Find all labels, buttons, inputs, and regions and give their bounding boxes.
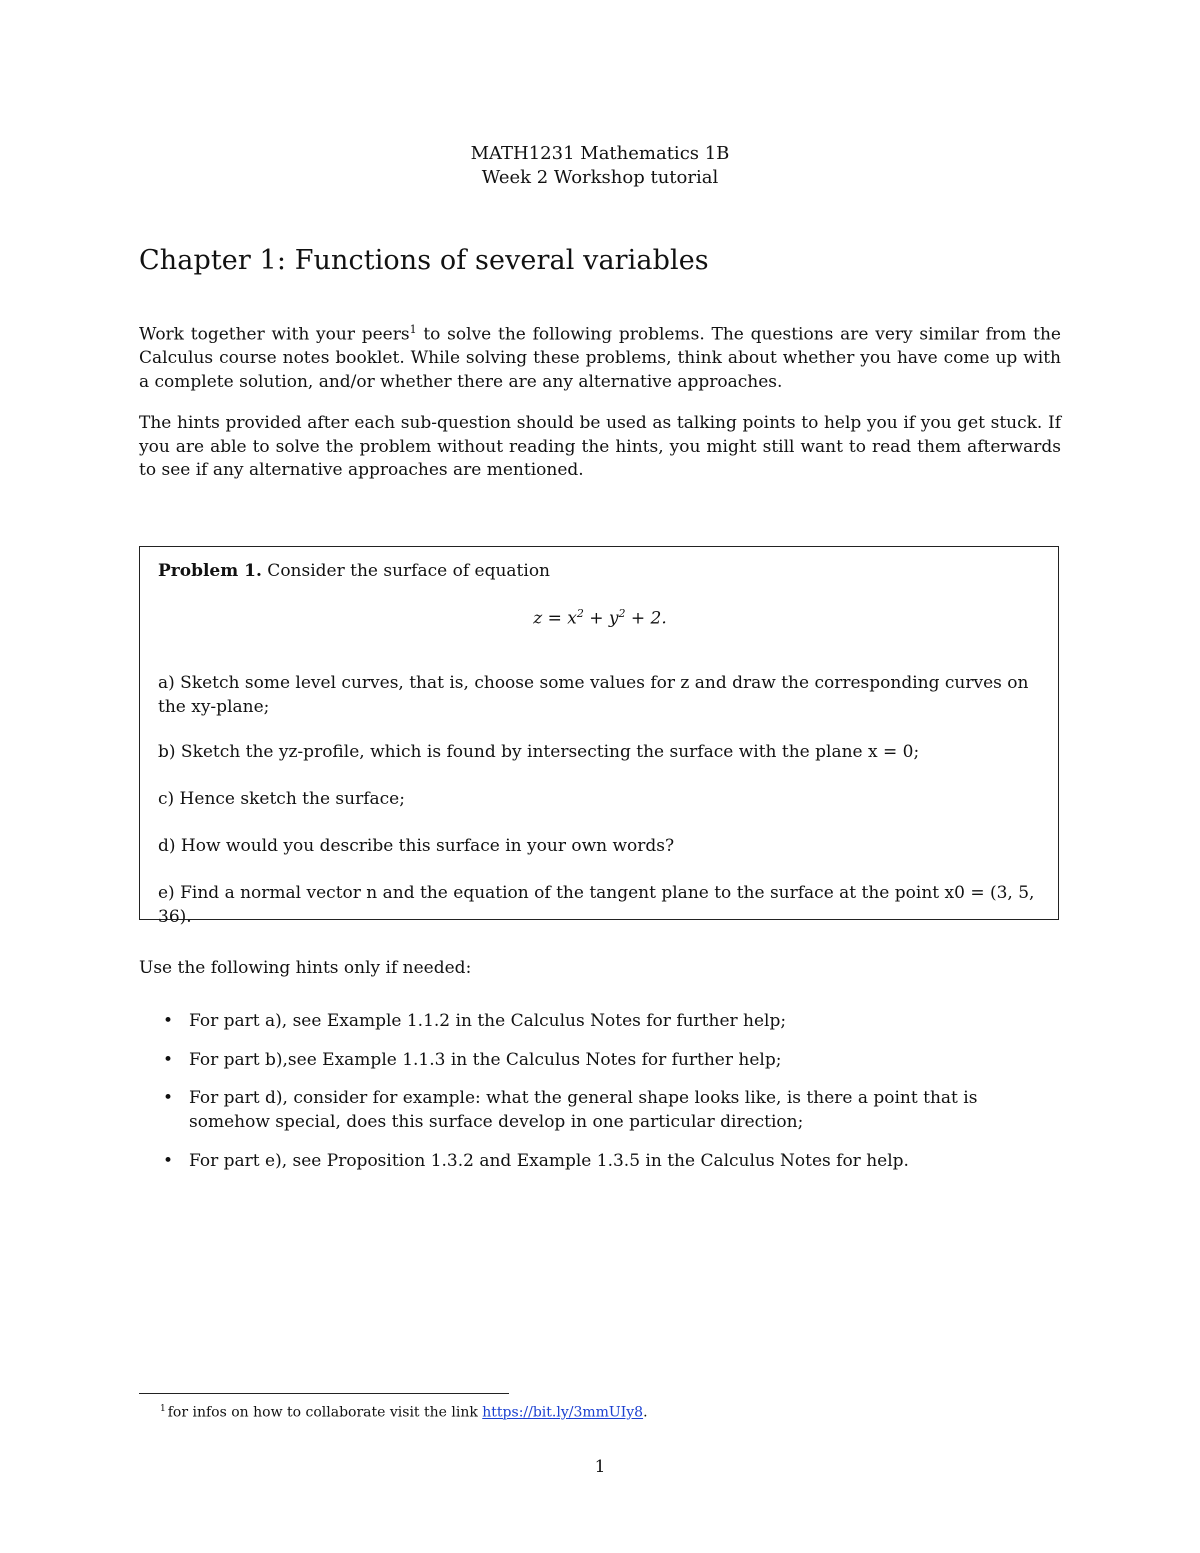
problem-box xyxy=(139,546,1059,927)
surface-equation xyxy=(140,607,1060,629)
hint-item xyxy=(139,1087,1061,1134)
hint-item xyxy=(139,1049,1061,1073)
bullet-icon: • xyxy=(163,1088,174,1109)
course-title: MATH1231 Mathematics 1B xyxy=(470,143,730,164)
footnote-number: 1 xyxy=(160,1404,166,1414)
bullet-icon: • xyxy=(163,1150,174,1171)
bullet-icon: • xyxy=(163,1011,174,1031)
footnote-link[interactable]: https://bit.ly/3mmUIy8 xyxy=(482,1404,644,1421)
intro-paragraph-1 xyxy=(139,318,1061,395)
equation-mid: + y xyxy=(583,608,619,629)
hints-intro: Use the following hints only if needed: xyxy=(139,958,472,978)
problem-part-e: e) Find a normal vector n and the equation of the tangent plane to the surface at the point x0 = (3, 5, 36). xyxy=(158,883,1035,927)
page-number: 1 xyxy=(594,1457,606,1477)
problem-text: Consider the surface of equation xyxy=(261,561,551,581)
bullet-icon: • xyxy=(163,1049,174,1070)
problem-part-a: a) Sketch some level curves, that is, choose some values for z and draw the corresponding curves on the xy-plane; xyxy=(158,673,1029,717)
hint-text: For part e), see Proposition 1.3.2 and Example 1.3.5 in the Calculus Notes for help. xyxy=(189,1150,909,1171)
footnote xyxy=(160,1399,648,1423)
hint-text: For part a), see Example 1.1.2 in the Calculus Notes for further help; xyxy=(189,1011,787,1031)
problem-label: Problem 1. xyxy=(158,561,262,581)
footnote-end: . xyxy=(643,1404,648,1421)
chapter-heading: Chapter 1: Functions of several variables xyxy=(139,245,709,276)
equation-rhs: + 2. xyxy=(625,608,667,629)
intro-p1-start: Work together with your peers xyxy=(139,324,410,345)
problem-part-c: c) Hence sketch the surface; xyxy=(158,789,405,809)
problem-part-d: d) How would you describe this surface in your own words? xyxy=(158,836,675,856)
intro-paragraph-2: The hints provided after each sub-question should be used as talking points to help you if you get stuck. If you are able to solve the problem without reading the hints, you might still want to read them afterwards to see if any alternative approaches are mentioned. xyxy=(139,413,1061,481)
footnote-marker: 1 xyxy=(409,323,417,336)
footnote-divider xyxy=(139,1393,509,1394)
intro-p1-rest: to solve the following problems. The questions are very similar from the Calculus course notes booklet. While solving these problems, think about whether you have come up with a complete solution, and/or whether there are any alternative approaches. xyxy=(139,324,1061,393)
equation-exponent-y: 2 xyxy=(618,607,626,620)
problem-statement xyxy=(158,561,550,581)
hints-list xyxy=(139,1010,1061,1174)
hint-text: For part b),see Example 1.1.3 in the Calculus Notes for further help; xyxy=(189,1049,782,1070)
hint-item xyxy=(139,1010,1061,1034)
hint-item xyxy=(139,1150,1061,1174)
equation-exponent-x: 2 xyxy=(576,607,584,620)
equation-lhs: z = x xyxy=(533,608,577,629)
problem-part-b: b) Sketch the yz-profile, which is found by intersecting the surface with the plane x = 0; xyxy=(158,742,920,762)
workshop-subtitle: Week 2 Workshop tutorial xyxy=(481,167,719,188)
footnote-text: for infos on how to collaborate visit the link xyxy=(167,1404,483,1421)
hint-text: For part d), consider for example: what the general shape looks like, is there a point that is somehow special, does this surface develop in one particular direction; xyxy=(189,1088,978,1133)
